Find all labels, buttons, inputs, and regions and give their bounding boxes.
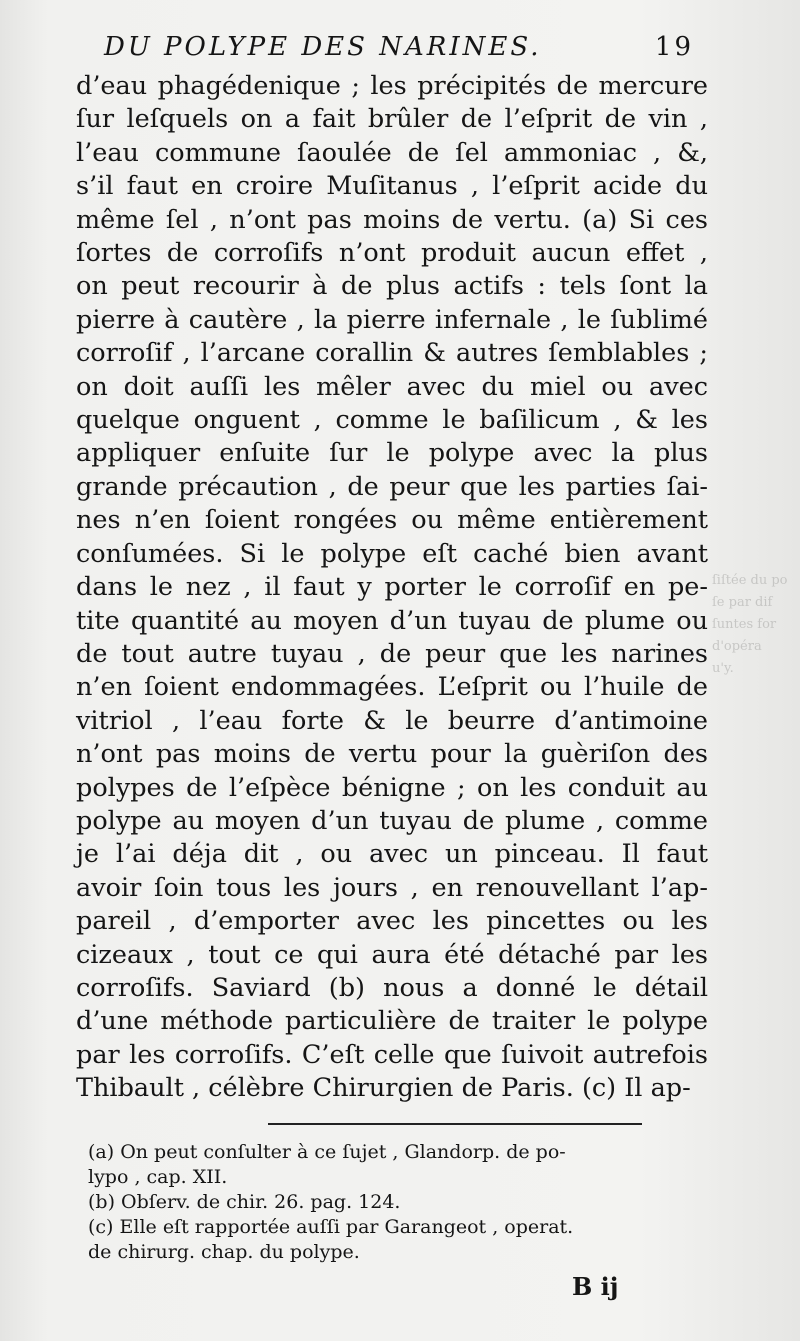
text-line: vitriol , l’eau forte & le beurre d’antimoine: [76, 705, 708, 736]
text-line: corroſifs. Saviard (b) nous a donné le détail: [76, 972, 708, 1003]
text-line: d’eau phagédenique ; les précipités de mercure: [76, 71, 708, 101]
footnote-line: lypo , cap. XII.: [88, 1166, 228, 1188]
text-line: s’il faut en croire Muſitanus , l’eſprit acide du: [76, 171, 708, 202]
text-line: dans le nez , il faut y porter le corroſif en pe-: [76, 572, 708, 603]
text-line: polype au moyen d’un tuyau de plume , comme: [76, 805, 708, 836]
text-line: par les corroſifs. C’eſt celle que ſuivoit autrefois: [76, 1039, 708, 1070]
text-line: tite quantité au moyen d’un tuyau de plume ou: [76, 605, 708, 636]
text-line: de tout autre tuyau , de peur que les narines: [76, 638, 708, 669]
text-line: corroſif , l’arcane corallin & autres ſemblables ;: [76, 338, 708, 369]
footnote-line: de chirurg. chap. du polype.: [88, 1241, 360, 1263]
text-line: n’en ſoient endommagées. L’eſprit ou l’huile de: [76, 672, 708, 703]
text-line: cizeaux , tout ce qui aura été détaché par les: [76, 939, 708, 970]
text-line: d’une méthode particulière de traiter le polype: [76, 1006, 708, 1037]
text-line: appliquer enſuite ſur le polype avec la plus: [76, 438, 708, 469]
text-line: grande précaution , de peur que les parties ſai-: [76, 471, 708, 502]
page-number: 19: [654, 32, 694, 62]
text-line: l’eau commune ſaoulée de ſel ammoniac , &,: [76, 137, 708, 168]
footnote-line: (a) On peut conſulter à ce ſujet , Glandorp. de po-: [88, 1141, 566, 1163]
bleed-through-text: ſiſtée du po ſe par dif ſuntes for d'opéra u'y.: [712, 573, 788, 676]
text-line: avoir ſoin tous les jours , en renouvellant l’ap-: [76, 872, 708, 903]
text-line: nes n’en ſoient rongées ou même entièrement: [76, 505, 708, 536]
footnote-line: (c) Elle eſt rapportée auſſi par Garangeot , operat.: [88, 1216, 574, 1238]
text-line: quelque onguent , comme le baſilicum , & les: [76, 405, 708, 436]
text-line: ſur leſquels on a fait brûler de l’eſprit de vin ,: [76, 104, 708, 135]
text-line: je l’ai déja dit , ou avec un pinceau. Il faut: [76, 839, 708, 870]
text-line: n’ont pas moins de vertu pour la guèriſon des: [76, 739, 708, 770]
text-line: polypes de l’eſpèce bénigne ; on les conduit au: [76, 772, 708, 803]
footnote-rule: [268, 1123, 642, 1125]
signature-mark: B ij: [572, 1272, 619, 1301]
text-line: Thibault , célèbre Chirurgien de Paris. (c) Il ap-: [76, 1073, 691, 1104]
text-line: même ſel , n’ont pas moins de vertu. (a) Si ces: [76, 204, 708, 235]
text-line: ſortes de corroſifs n’ont produit aucun effet ,: [76, 238, 708, 269]
running-header: [104, 32, 694, 62]
footnotes: [88, 1140, 723, 1265]
body-text: [76, 70, 708, 1106]
footnote-line: (b) Obſerv. de chir. 26. pag. 124.: [88, 1191, 401, 1213]
header-title: DU POLYPE DES NARINES.: [104, 32, 542, 62]
text-line: on peut recourir à de plus actifs : tels ſont la: [76, 271, 708, 302]
text-line: conſumées. Si le polype eſt caché bien avant: [76, 538, 708, 569]
text-line: pierre à cautère , la pierre infernale , le ſublimé: [76, 304, 708, 335]
text-line: on doit auſſi les mêler avec du miel ou avec: [76, 371, 708, 402]
text-line: pareil , d’emporter avec les pincettes ou les: [76, 906, 708, 937]
